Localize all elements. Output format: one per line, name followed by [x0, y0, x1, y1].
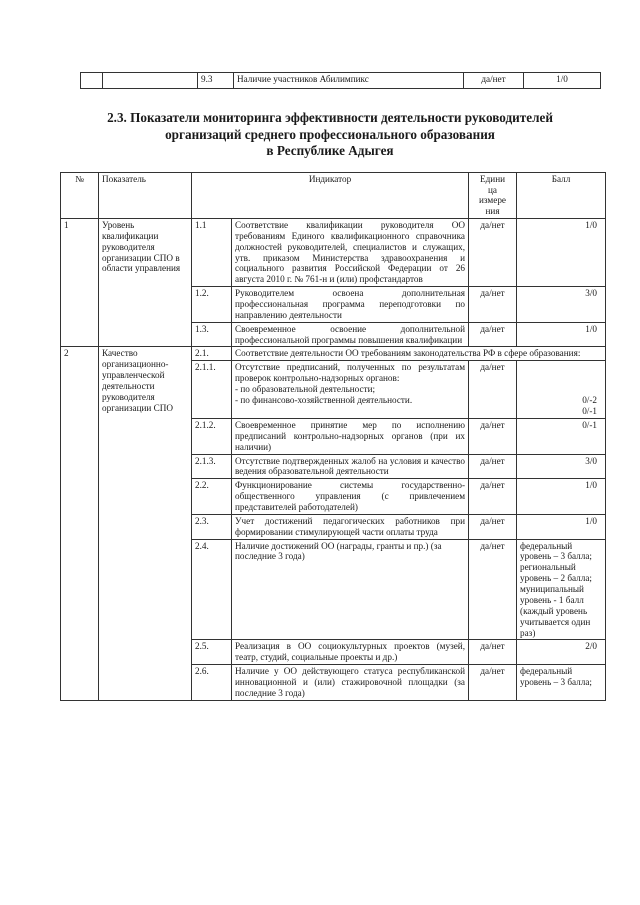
row-number: 2.3. [192, 514, 232, 539]
score-cell: 0/-1 [517, 419, 606, 455]
score-cell: федеральный уровень – 3 балла; [517, 665, 606, 701]
indicator-cell: Наличие у ОО действующего статуса республиканской инновационной и (или) стажировочной площадки (за последние 3 года) [232, 665, 469, 701]
section-heading [60, 110, 600, 160]
score-cell: 2/0 [517, 640, 606, 665]
indicator-cell: Соответствие деятельности ОО требованиям законодательства РФ в сфере образования: [232, 347, 606, 361]
header-number: № [61, 173, 99, 219]
row-number: 2.1.1. [192, 361, 232, 419]
empty-cell [103, 73, 198, 89]
row-number: 2.4. [192, 539, 232, 640]
score-cell: 1/0 [517, 219, 606, 287]
score-cell: 3/0 [517, 454, 606, 479]
unit-cell: да/нет [469, 539, 517, 640]
empty-cell [81, 73, 103, 89]
indicators-table [60, 172, 606, 701]
indicator-cell: Соответствие квалификации руководителя ОО требованиям Единого квалификационного справочника должностей руководителей, специалистов и служащих, утв. приказом Министерства здравоохранения и социального развития Российской Федерации от 26 августа 2010 г. № 761-н и (или) профстандартов [232, 219, 469, 287]
score-cell: 1/0 [524, 73, 601, 89]
unit-cell: да/нет [469, 514, 517, 539]
header-indicator-name: Показатель [99, 173, 192, 219]
indicator-cell: Наличие участников Абилимпикс [234, 73, 464, 89]
indicator-subitem: - по образовательной деятельности; [235, 384, 376, 395]
row-number: 2.2. [192, 479, 232, 515]
unit-cell: да/нет [469, 419, 517, 455]
indicator-cell: Отсутствие подтвержденных жалоб на условия и качество ведения образовательной деятельности [232, 454, 469, 479]
section-number: 2 [61, 347, 99, 700]
unit-cell: да/нет [469, 361, 517, 419]
unit-cell: да/нет [469, 640, 517, 665]
section-name: Уровень квалификации руководителя организации СПО в области управления [99, 219, 192, 347]
indicator-cell: Реализация в ОО социокультурных проектов (музей, театр, студий, социальные проекты и др.) [232, 640, 469, 665]
unit-cell: да/нет [469, 454, 517, 479]
indicator-cell: Наличие достижений ОО (награды, гранты и пр.) (за последние 3 года) [232, 539, 469, 640]
row-number: 1.1 [192, 219, 232, 287]
header-indicator: Индикатор [192, 173, 469, 219]
score-cell: федеральный уровень – 3 балла; региональный уровень – 2 балла; муниципальный уровень - 1 балл (каждый уровень учитывается один раз) [517, 539, 606, 640]
row-number: 2.5. [192, 640, 232, 665]
row-number: 2.1.2. [192, 419, 232, 455]
score-cell: 1/0 [517, 322, 606, 347]
header-unit [469, 173, 517, 219]
score-value: 0/-1 [582, 406, 598, 417]
score-cell: 3/0 [517, 287, 606, 323]
heading-line: в Республике Адыгея [266, 143, 394, 159]
indicator-cell: Учет достижений педагогических работников при формировании стимулирующей части оплаты труда [232, 514, 469, 539]
header-score: Балл [517, 173, 606, 219]
row-number: 2.1. [192, 347, 232, 361]
header-unit-line: ца [488, 184, 498, 195]
header-unit-line: измере [479, 195, 506, 206]
score-cell: 1/0 [517, 514, 606, 539]
score-value: 0/-2 [582, 395, 598, 406]
table-header-row [61, 173, 606, 219]
row-number: 1.3. [192, 322, 232, 347]
unit-cell: да/нет [469, 479, 517, 515]
row-number: 9.3 [198, 73, 234, 89]
indicator-cell [232, 361, 469, 419]
section-number: 1 [61, 219, 99, 347]
heading-line: 2.3. Показатели мониторинга эффективности деятельности руководителей [107, 110, 553, 125]
row-number: 2.1.3. [192, 454, 232, 479]
table-row [81, 73, 601, 89]
unit-cell: да/нет [469, 322, 517, 347]
previous-table-fragment [80, 72, 601, 89]
score-cell [517, 361, 606, 419]
indicator-cell: Своевременное освоение дополнительной профессиональной программы повышения квалификации [232, 322, 469, 347]
table-row [61, 219, 606, 287]
header-unit-line: ния [485, 205, 500, 216]
unit-cell: да/нет [464, 73, 524, 89]
indicator-subitem: - по финансово-хозяйственной деятельности. [235, 394, 413, 405]
indicator-text: Отсутствие предписаний, полученных по результатам проверок контрольно-надзорных органов: [235, 362, 466, 384]
score-cell: 1/0 [517, 479, 606, 515]
unit-cell: да/нет [469, 219, 517, 287]
unit-cell: да/нет [469, 287, 517, 323]
section-name: Качество организационно-управленческой деятельности руководителя организации СПО [99, 347, 192, 700]
table-row [61, 347, 606, 361]
indicator-cell: Руководителем освоена дополнительная профессиональная программа переподготовки по направлению деятельности [232, 287, 469, 323]
header-unit-line: Едини [479, 174, 506, 184]
heading-line: организаций среднего профессионального образования [165, 126, 495, 142]
unit-cell: да/нет [469, 665, 517, 701]
row-number: 2.6. [192, 665, 232, 701]
indicator-cell: Своевременное принятие мер по исполнению предписаний контрольно-надзорных органов (при их наличии) [232, 419, 469, 455]
row-number: 1.2. [192, 287, 232, 323]
indicator-cell: Функционирование системы государственно-общественного управления (с привлечением представителей работодателей) [232, 479, 469, 515]
